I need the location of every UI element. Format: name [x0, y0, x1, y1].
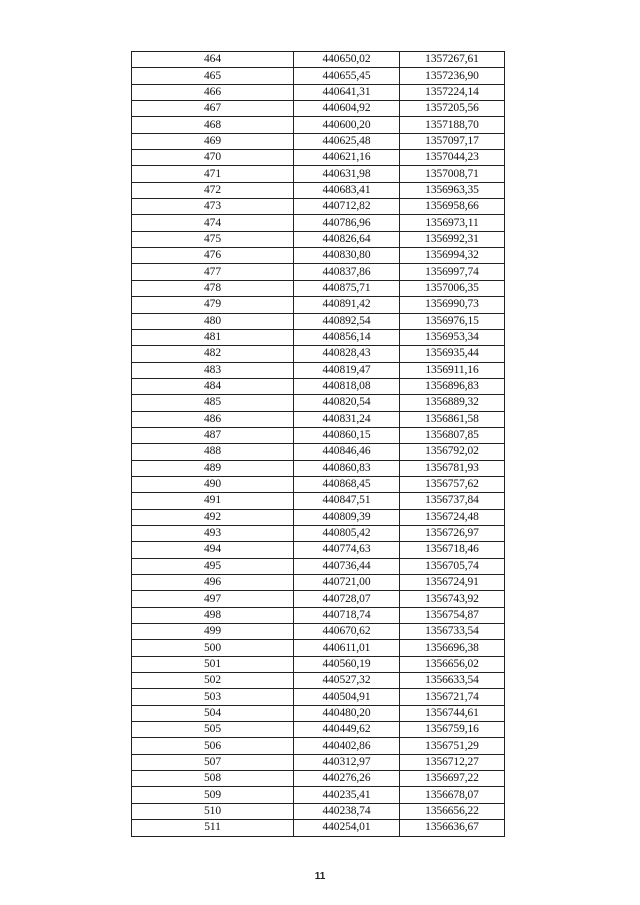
y-coordinate-cell: 1356696,38 — [400, 640, 505, 656]
table-row — [132, 362, 505, 378]
y-coordinate-cell: 1356721,74 — [400, 689, 505, 705]
point-number-cell: 505 — [132, 722, 294, 738]
point-number-cell: 474 — [132, 215, 294, 231]
table-row — [132, 656, 505, 672]
table-row — [132, 444, 505, 460]
x-coordinate-cell: 440809,39 — [294, 509, 400, 525]
point-number-cell: 498 — [132, 607, 294, 623]
table-row — [132, 52, 505, 68]
table-row — [132, 689, 505, 705]
point-number-cell: 483 — [132, 362, 294, 378]
point-number-cell: 503 — [132, 689, 294, 705]
y-coordinate-cell: 1356697,22 — [400, 771, 505, 787]
y-coordinate-cell: 1356724,91 — [400, 575, 505, 591]
y-coordinate-cell: 1356678,07 — [400, 787, 505, 803]
point-number-cell: 478 — [132, 280, 294, 296]
point-number-cell: 492 — [132, 509, 294, 525]
x-coordinate-cell: 440254,01 — [294, 820, 400, 836]
y-coordinate-cell: 1356973,11 — [400, 215, 505, 231]
y-coordinate-cell: 1356636,67 — [400, 820, 505, 836]
x-coordinate-cell: 440449,62 — [294, 722, 400, 738]
x-coordinate-cell: 440235,41 — [294, 787, 400, 803]
table-row — [132, 820, 505, 836]
y-coordinate-cell: 1356656,02 — [400, 656, 505, 672]
table-row — [132, 150, 505, 166]
y-coordinate-cell: 1356726,97 — [400, 525, 505, 541]
y-coordinate-cell: 1356958,66 — [400, 199, 505, 215]
point-number-cell: 496 — [132, 575, 294, 591]
table-row — [132, 673, 505, 689]
x-coordinate-cell: 440504,91 — [294, 689, 400, 705]
table-row — [132, 558, 505, 574]
table-row — [132, 199, 505, 215]
y-coordinate-cell: 1357044,23 — [400, 150, 505, 166]
table-row — [132, 722, 505, 738]
y-coordinate-cell: 1356807,85 — [400, 427, 505, 443]
y-coordinate-cell: 1356743,92 — [400, 591, 505, 607]
x-coordinate-cell: 440276,26 — [294, 771, 400, 787]
x-coordinate-cell: 440828,43 — [294, 346, 400, 362]
point-number-cell: 469 — [132, 133, 294, 149]
point-number-cell: 470 — [132, 150, 294, 166]
x-coordinate-cell: 440860,15 — [294, 427, 400, 443]
y-coordinate-cell: 1356633,54 — [400, 673, 505, 689]
y-coordinate-cell: 1357097,17 — [400, 133, 505, 149]
table-row — [132, 427, 505, 443]
point-number-cell: 475 — [132, 231, 294, 247]
table-row — [132, 395, 505, 411]
table-row — [132, 378, 505, 394]
table-row — [132, 297, 505, 313]
x-coordinate-cell: 440560,19 — [294, 656, 400, 672]
point-number-cell: 471 — [132, 166, 294, 182]
point-number-cell: 489 — [132, 460, 294, 476]
y-coordinate-cell: 1356953,34 — [400, 329, 505, 345]
x-coordinate-cell: 440820,54 — [294, 395, 400, 411]
x-coordinate-cell: 440650,02 — [294, 52, 400, 68]
coordinates-table-body — [132, 52, 505, 837]
table-row — [132, 624, 505, 640]
y-coordinate-cell: 1357008,71 — [400, 166, 505, 182]
point-number-cell: 480 — [132, 313, 294, 329]
table-row — [132, 248, 505, 264]
table-row — [132, 493, 505, 509]
point-number-cell: 499 — [132, 624, 294, 640]
point-number-cell: 511 — [132, 820, 294, 836]
point-number-cell: 481 — [132, 329, 294, 345]
point-number-cell: 500 — [132, 640, 294, 656]
y-coordinate-cell: 1356935,44 — [400, 346, 505, 362]
x-coordinate-cell: 440238,74 — [294, 803, 400, 819]
x-coordinate-cell: 440655,45 — [294, 68, 400, 84]
x-coordinate-cell: 440480,20 — [294, 705, 400, 721]
x-coordinate-cell: 440683,41 — [294, 182, 400, 198]
y-coordinate-cell: 1357236,90 — [400, 68, 505, 84]
x-coordinate-cell: 440712,82 — [294, 199, 400, 215]
y-coordinate-cell: 1356759,16 — [400, 722, 505, 738]
y-coordinate-cell: 1356754,87 — [400, 607, 505, 623]
table-row — [132, 231, 505, 247]
y-coordinate-cell: 1357006,35 — [400, 280, 505, 296]
x-coordinate-cell: 440819,47 — [294, 362, 400, 378]
y-coordinate-cell: 1357188,70 — [400, 117, 505, 133]
table-row — [132, 280, 505, 296]
point-number-cell: 473 — [132, 199, 294, 215]
x-coordinate-cell: 440728,07 — [294, 591, 400, 607]
point-number-cell: 487 — [132, 427, 294, 443]
point-number-cell: 490 — [132, 476, 294, 492]
x-coordinate-cell: 440641,31 — [294, 84, 400, 100]
y-coordinate-cell: 1356963,35 — [400, 182, 505, 198]
point-number-cell: 504 — [132, 705, 294, 721]
x-coordinate-cell: 440625,48 — [294, 133, 400, 149]
x-coordinate-cell: 440868,45 — [294, 476, 400, 492]
x-coordinate-cell: 440600,20 — [294, 117, 400, 133]
y-coordinate-cell: 1356757,62 — [400, 476, 505, 492]
y-coordinate-cell: 1356724,48 — [400, 509, 505, 525]
point-number-cell: 497 — [132, 591, 294, 607]
table-row — [132, 117, 505, 133]
point-number-cell: 495 — [132, 558, 294, 574]
x-coordinate-cell: 440718,74 — [294, 607, 400, 623]
y-coordinate-cell: 1356896,83 — [400, 378, 505, 394]
table-row — [132, 166, 505, 182]
x-coordinate-cell: 440875,71 — [294, 280, 400, 296]
y-coordinate-cell: 1356889,32 — [400, 395, 505, 411]
x-coordinate-cell: 440631,98 — [294, 166, 400, 182]
point-number-cell: 465 — [132, 68, 294, 84]
table-row — [132, 771, 505, 787]
table-row — [132, 575, 505, 591]
table-row — [132, 264, 505, 280]
point-number-cell: 494 — [132, 542, 294, 558]
y-coordinate-cell: 1356911,16 — [400, 362, 505, 378]
y-coordinate-cell: 1356718,46 — [400, 542, 505, 558]
point-number-cell: 485 — [132, 395, 294, 411]
x-coordinate-cell: 440736,44 — [294, 558, 400, 574]
point-number-cell: 509 — [132, 787, 294, 803]
table-row — [132, 346, 505, 362]
x-coordinate-cell: 440856,14 — [294, 329, 400, 345]
table-row — [132, 101, 505, 117]
y-coordinate-cell: 1356994,32 — [400, 248, 505, 264]
y-coordinate-cell: 1356705,74 — [400, 558, 505, 574]
y-coordinate-cell: 1356997,74 — [400, 264, 505, 280]
table-row — [132, 476, 505, 492]
table-row — [132, 738, 505, 754]
point-number-cell: 486 — [132, 411, 294, 427]
point-number-cell: 468 — [132, 117, 294, 133]
point-number-cell: 479 — [132, 297, 294, 313]
x-coordinate-cell: 440786,96 — [294, 215, 400, 231]
y-coordinate-cell: 1356656,22 — [400, 803, 505, 819]
point-number-cell: 484 — [132, 378, 294, 394]
y-coordinate-cell: 1356733,54 — [400, 624, 505, 640]
coordinates-table — [131, 51, 505, 837]
table-row — [132, 182, 505, 198]
point-number-cell: 477 — [132, 264, 294, 280]
y-coordinate-cell: 1356976,15 — [400, 313, 505, 329]
y-coordinate-cell: 1356737,84 — [400, 493, 505, 509]
table-row — [132, 411, 505, 427]
table-row — [132, 215, 505, 231]
table-row — [132, 754, 505, 770]
table-row — [132, 329, 505, 345]
y-coordinate-cell: 1356992,31 — [400, 231, 505, 247]
y-coordinate-cell: 1357205,56 — [400, 101, 505, 117]
x-coordinate-cell: 440826,64 — [294, 231, 400, 247]
y-coordinate-cell: 1357224,14 — [400, 84, 505, 100]
table-row — [132, 607, 505, 623]
y-coordinate-cell: 1356744,61 — [400, 705, 505, 721]
y-coordinate-cell: 1357267,61 — [400, 52, 505, 68]
table-row — [132, 640, 505, 656]
y-coordinate-cell: 1356781,93 — [400, 460, 505, 476]
y-coordinate-cell: 1356751,29 — [400, 738, 505, 754]
x-coordinate-cell: 440830,80 — [294, 248, 400, 264]
page-number: 11 — [314, 871, 326, 882]
point-number-cell: 508 — [132, 771, 294, 787]
x-coordinate-cell: 440818,08 — [294, 378, 400, 394]
table-row — [132, 84, 505, 100]
x-coordinate-cell: 440847,51 — [294, 493, 400, 509]
y-coordinate-cell: 1356990,73 — [400, 297, 505, 313]
point-number-cell: 502 — [132, 673, 294, 689]
point-number-cell: 476 — [132, 248, 294, 264]
x-coordinate-cell: 440846,46 — [294, 444, 400, 460]
x-coordinate-cell: 440892,54 — [294, 313, 400, 329]
table-row — [132, 460, 505, 476]
x-coordinate-cell: 440611,01 — [294, 640, 400, 656]
x-coordinate-cell: 440621,16 — [294, 150, 400, 166]
point-number-cell: 501 — [132, 656, 294, 672]
x-coordinate-cell: 440891,42 — [294, 297, 400, 313]
table-row — [132, 133, 505, 149]
point-number-cell: 472 — [132, 182, 294, 198]
table-row — [132, 803, 505, 819]
x-coordinate-cell: 440604,92 — [294, 101, 400, 117]
x-coordinate-cell: 440774,63 — [294, 542, 400, 558]
table-row — [132, 591, 505, 607]
x-coordinate-cell: 440402,86 — [294, 738, 400, 754]
point-number-cell: 464 — [132, 52, 294, 68]
table-row — [132, 509, 505, 525]
point-number-cell: 488 — [132, 444, 294, 460]
x-coordinate-cell: 440860,83 — [294, 460, 400, 476]
x-coordinate-cell: 440670,62 — [294, 624, 400, 640]
point-number-cell: 482 — [132, 346, 294, 362]
point-number-cell: 510 — [132, 803, 294, 819]
point-number-cell: 466 — [132, 84, 294, 100]
y-coordinate-cell: 1356712,27 — [400, 754, 505, 770]
x-coordinate-cell: 440805,42 — [294, 525, 400, 541]
x-coordinate-cell: 440312,97 — [294, 754, 400, 770]
point-number-cell: 491 — [132, 493, 294, 509]
y-coordinate-cell: 1356861,58 — [400, 411, 505, 427]
x-coordinate-cell: 440837,86 — [294, 264, 400, 280]
table-row — [132, 525, 505, 541]
table-row — [132, 787, 505, 803]
x-coordinate-cell: 440527,32 — [294, 673, 400, 689]
x-coordinate-cell: 440831,24 — [294, 411, 400, 427]
table-row — [132, 313, 505, 329]
point-number-cell: 493 — [132, 525, 294, 541]
point-number-cell: 467 — [132, 101, 294, 117]
x-coordinate-cell: 440721,00 — [294, 575, 400, 591]
table-row — [132, 542, 505, 558]
point-number-cell: 506 — [132, 738, 294, 754]
point-number-cell: 507 — [132, 754, 294, 770]
table-row — [132, 68, 505, 84]
y-coordinate-cell: 1356792,02 — [400, 444, 505, 460]
table-row — [132, 705, 505, 721]
